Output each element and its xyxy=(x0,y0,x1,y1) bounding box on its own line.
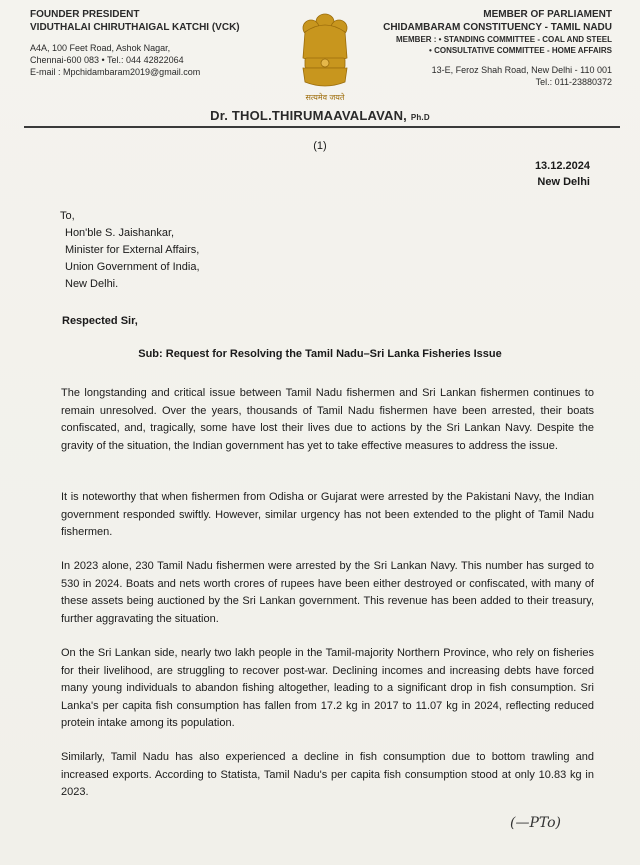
page-number: (1) xyxy=(313,140,327,152)
party-name: VIDUTHALAI CHIRUTHAIGAL KATCHI (VCK) xyxy=(30,22,240,33)
body-paragraph: On the Sri Lankan side, nearly two lakh people in the Tamil-majority Northern Province, who rely on fisheries for their livelihood, are struggling to recover post-war. Declining incomes and increasing debts have forced many young individuals to abandon fishing altogether, leading to a significant drop in fish consumption. Sri Lanka's per capita fish consumption has fallen from 17.2 kg in 2017 to 11.07 kg in 2024, reflecting reduced protein intake among its population. xyxy=(61,647,594,729)
header-divider xyxy=(24,126,620,128)
recipient-org: Union Government of India, xyxy=(65,261,200,273)
sender-name: Dr. THOL.THIRUMAAVALAVAN, Ph.D xyxy=(210,108,430,123)
body-paragraph: In 2023 alone, 230 Tamil Nadu fishermen were arrested by the Sri Lankan Navy. This number has surged to 530 in 2024. Boats and nets worth crores of rupees have been either destroyed or confiscated, with many of these assets being auctioned by the Sri Lankan government. This revenue has been added to their treasury, further aggravating the situation. xyxy=(61,560,594,625)
mp-title: MEMBER OF PARLIAMENT xyxy=(483,9,612,20)
recipient-name: Hon'ble S. Jaishankar, xyxy=(65,227,175,239)
salutation: Respected Sir, xyxy=(62,315,138,327)
body-paragraph: Similarly, Tamil Nadu has also experienced a decline in fish consumption due to bottom trawling and increased exports. According to Statista, Tamil Nadu's per capita fish consumption stood at only 10.83 kg in 2023. xyxy=(61,751,594,798)
recipient-city: New Delhi. xyxy=(65,278,119,290)
delhi-address: 13-E, Feroz Shah Road, New Delhi - 110 001 Tel.: 011-23880372 xyxy=(431,65,612,87)
subject-line: Sub: Request for Resolving the Tamil Nadu–Sri Lanka Fisheries Issue xyxy=(138,348,502,360)
body-paragraph: It is noteworthy that when fishermen from Odisha or Gujarat were arrested by the Pakistani Navy, the Indian government responded swiftly. However, similar urgency has not been extended to the plight of Tamil Nadu fishermen. xyxy=(61,491,594,538)
recipient-designation: Minister for External Affairs, xyxy=(65,244,200,256)
letter-place: New Delhi xyxy=(537,176,590,188)
emblem-motto: सत्यमेव जयते xyxy=(305,93,345,102)
degree: Ph.D xyxy=(410,113,430,122)
recipient-block: To, Hon'ble S. Jaishankar, Minister for External Affairs, Union Government of India, New Delhi. xyxy=(60,208,200,293)
letterhead-right xyxy=(352,8,612,88)
body-paragraph: The longstanding and critical issue between Tamil Nadu fishermen and Sri Lankan fishermen continues to remain unresolved. Over the years, thousands of Tamil Nadu fishermen have been arrested, their boats confiscated, and, tragically, some have lost their lives due to actions by the Sri Lankan Navy. Despite the gravity of the situation, the Indian government has yet to take effective measures to address the issue. xyxy=(61,387,594,452)
committee-2: • CONSULTATIVE COMMITTEE - HOME AFFAIRS xyxy=(429,46,612,55)
letter-date: 13.12.2024 xyxy=(534,160,590,172)
national-emblem-icon xyxy=(295,8,355,104)
email: E-mail : Mpchidambaram2019@gmail.com xyxy=(30,67,201,77)
pto-note: (—PTo) xyxy=(510,815,562,831)
letterhead-left xyxy=(30,8,280,78)
date-block xyxy=(535,158,590,190)
constituency: CHIDAMBARAM CONSTITUENCY - TAMIL NADU xyxy=(383,22,612,33)
founder-title: FOUNDER PRESIDENT xyxy=(30,9,140,20)
chennai-address: A4A, 100 Feet Road, Ashok Nagar, Chennai-600 083 • Tel.: 044 42822064 E-mail : Mpchidambaram2019@gmail.com xyxy=(30,42,280,78)
committee-1: MEMBER : • STANDING COMMITTEE - COAL AND STEEL xyxy=(396,35,612,44)
